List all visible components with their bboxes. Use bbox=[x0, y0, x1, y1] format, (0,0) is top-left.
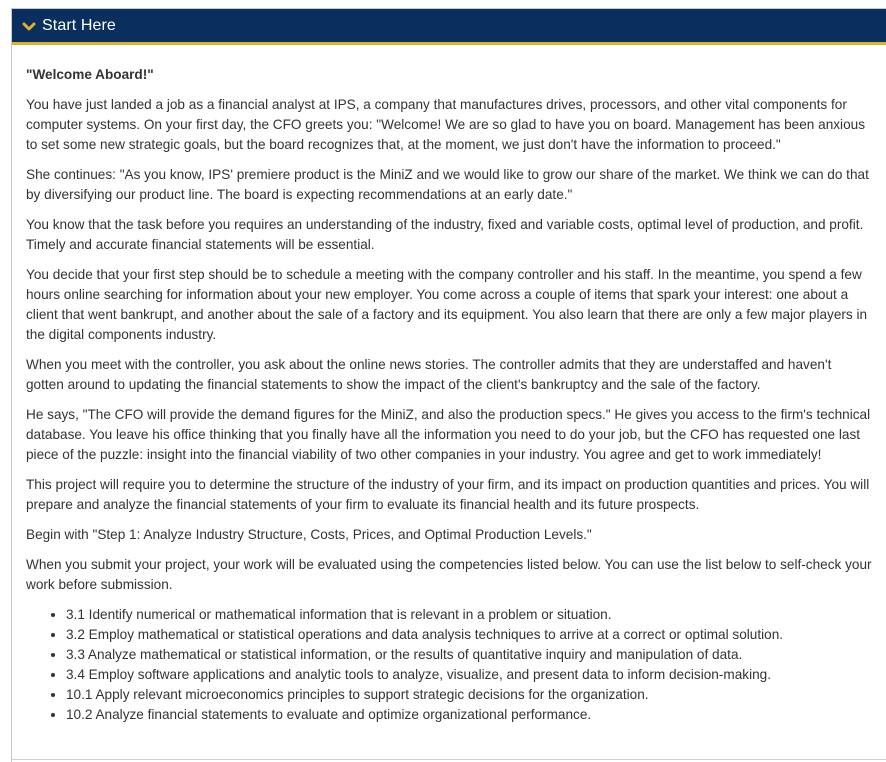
welcome-heading: "Welcome Aboard!" bbox=[26, 67, 154, 82]
paragraph-project: This project will require you to determine the structure of the industry of your firm, and its impact on production quantities and prices. You will prepare and analyze the financial statements of your firm to evaluate its financial health and its future prospects. bbox=[26, 477, 870, 512]
competency-item: • 3.1 Identify numerical or mathematical information that is relevant in a problem or situation. bbox=[66, 605, 872, 625]
paragraph-cfo-continues: She continues: "As you know, IPS' premiere product is the MiniZ and we would like to grow our share of the market. We think we can do that by diversifying our product line. The board is expecting recommendations at an early date." bbox=[26, 167, 869, 202]
panel-title: Start Here bbox=[42, 16, 116, 34]
paragraph-task: You know that the task before you requires an understanding of the industry, fixed and variable costs, optimal level of production, and profit. Timely and accurate financial statements will be essential. bbox=[26, 217, 864, 252]
competency-item: • 10.1 Apply relevant microeconomics principles to support strategic decisions for the organization. bbox=[66, 685, 872, 705]
panel-body bbox=[12, 45, 886, 725]
paragraph-controller: When you meet with the controller, you ask about the online news stories. The controller admits that they are understaffed and haven't gotten around to updating the financial statements to show the impact of the client's bankruptcy and the sale of the factory. bbox=[26, 357, 832, 392]
paragraph-begin: Begin with "Step 1: Analyze Industry Structure, Costs, Prices, and Optimal Production Levels." bbox=[26, 527, 592, 542]
paragraph-demand: He says, "The CFO will provide the demand figures for the MiniZ, and also the production specs." He gives you access to the firm's technical database. You leave his office thinking that you finally have all the information you need to do your job, but the CFO has requested one last piece of the puzzle: insight into the financial viability of two other companies in your industry. You agree and get to work immediately! bbox=[26, 407, 871, 462]
chevron-down-icon[interactable] bbox=[22, 21, 36, 33]
paragraph-evaluation: When you submit your project, your work will be evaluated using the competencies listed below. You can use the list below to self-check your work before submission. bbox=[26, 557, 872, 592]
start-here-panel bbox=[11, 8, 886, 762]
competency-item: • 3.2 Employ mathematical or statistical operations and data analysis techniques to arrive at a correct or optimal solution. bbox=[66, 625, 872, 645]
competency-item: • 3.4 Employ software applications and analytic tools to analyze, visualize, and present data to inform decision-making. bbox=[66, 665, 872, 685]
panel-divider bbox=[12, 759, 886, 760]
competency-item: • 10.2 Analyze financial statements to evaluate and optimize organizational performance. bbox=[66, 705, 872, 725]
competency-item: • 3.3 Analyze mathematical or statistical information, or the results of quantitative inquiry and manipulation of data. bbox=[66, 645, 872, 665]
paragraph-intro: You have just landed a job as a financial analyst at IPS, a company that manufactures drives, processors, and other vital components for computer systems. On your first day, the CFO greets you: "Welcome! We are so glad to have you on board. Management has been anxious to set some new strategic goals, but the board recognizes that, at the moment, we just don't have the information to proceed." bbox=[26, 97, 865, 152]
paragraph-first-step: You decide that your first step should be to schedule a meeting with the company controller and his staff. In the meantime, you spend a few hours online searching for information about your new employer. You come across a couple of items that spark your interest: one about a client that went bankrupt, and another about the sale of a factory and its equipment. You also learn that there are only a few major players in the digital components industry. bbox=[26, 267, 868, 342]
start-here-header[interactable] bbox=[12, 9, 886, 45]
competency-list bbox=[26, 605, 872, 725]
